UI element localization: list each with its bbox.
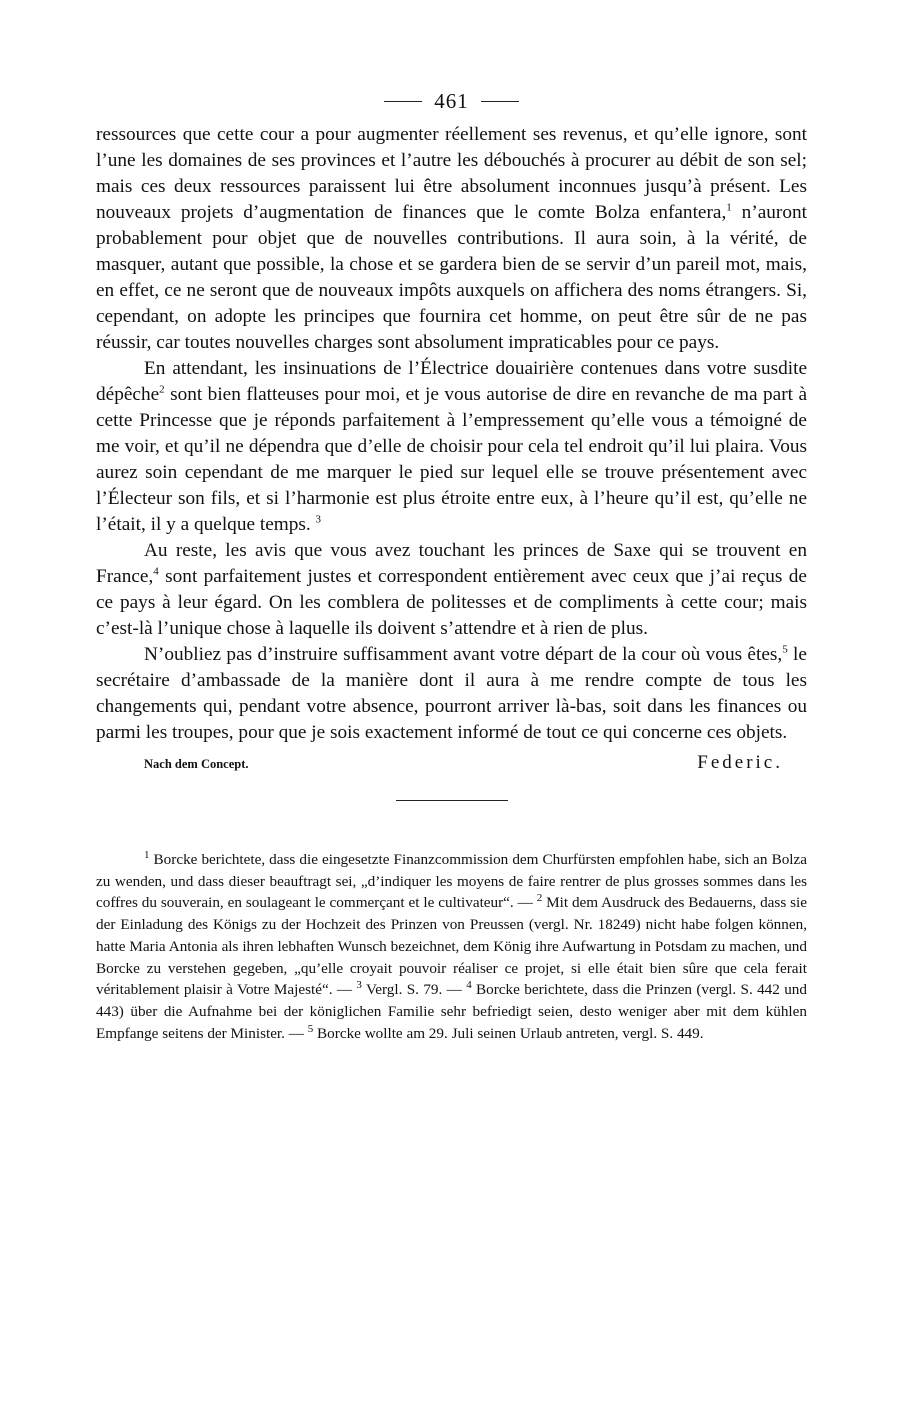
footnote-number-1: 1: [144, 848, 150, 861]
footnote-ref-1: 1: [726, 201, 732, 214]
page-number: 461: [434, 88, 469, 113]
paragraph-3: [96, 538, 807, 642]
footnote-block: [96, 849, 807, 1044]
footnote-number-3: 3: [356, 979, 362, 992]
footnote-text-2: Mit dem Ausdruck des Bedauerns, dass sie der Einladung des Königs zu der Hochzeit des Prinzen von Preussen (vergl. Nr. 18249) nicht habe folgen können, hatte Maria Antonia als ihren lebhaften Wunsch bezeichnet, dem König ihre Aufwartung in Potsdam zu machen, und Borcke zu verstehen gegeben, „qu’elle croyait pouvoir réaliser ce projet, si elle était bien sûre que cela ferait véritablement plaisir à Votre Majesté“. —: [96, 894, 808, 999]
footnote-text-1: Borcke berichtete, dass die eingesetzte Finanzcommission dem Churfürsten empfohlen habe, sich an Bolza zu wenden, und dass dieser beauftragt sei, „d’indiquer les moyens de faire rentrer de plus grosses sommes dans les coffres du souverain, en soulageant le commerçant et le cultivateur“. —: [96, 851, 807, 912]
paragraph-3-text-b: sont parfaitement justes et correspondent entièrement avec ceux que j’ai reçus de ce pays à leur égard. On les comblera de politesses et de compliments à cette cour; mais c’est-là l’unique chose à laquelle ils doivent s’attendre et à rien de plus.: [96, 566, 807, 639]
footnote-divider: [396, 800, 508, 801]
header-rule-left: [384, 101, 422, 102]
paragraph-1-text-b: n’auront probablement pour objet que de nouvelles contributions. Il aura soin, à la vérité, de masquer, autant que possible, la chose et se gardera bien de se servir d’un pareil mot, mais, en effet, ce ne seront que de nouveaux impôts auxquels on affichera des noms étrangers. Si, cependant, on adopte les principes que fournira cet homme, on peut être sûr de ne pas réussir, car toutes nouvelles charges sont absolument impraticables pour ce pays.: [96, 202, 807, 353]
footnote-number-5: 5: [307, 1022, 314, 1035]
footnote-ref-3: 3: [315, 513, 322, 526]
header-rule-right: [481, 101, 519, 102]
paragraph-2-text-b: sont bien flatteuses pour moi, et je vous autorise de dire en revanche de ma part à cette Princesse que je réponds parfaitement à l’empressement qu’elle vous a témoigné de me voir, et qu’il ne dépendra que d’elle de choisir pour cela tel endroit qu’il lui plaira. Vous aurez soin cependant de me marquer le pied sur lequel elle se trouve présentement avec l’Électeur son fils, et si l’harmonie est plus étroite entre eux, à l’heure qu’il est, qu’elle ne l’était, il y a quelque temps.: [96, 384, 807, 535]
page-header: [96, 86, 807, 116]
letter-body: [96, 122, 807, 746]
footnotes: [96, 849, 807, 1044]
source-note: Nach dem Concept.: [144, 757, 249, 771]
paragraph-4-text-b: le secrétaire d’ambassade de la manière dont il aura à me rendre compte de tous les changements qui, pendant votre absence, pourront arriver là-bas, soit dans les finances ou parmi les troupes, pour que je sois exactement informé de tout ce qui concerne ces objets.: [96, 644, 807, 743]
paragraph-1: [96, 122, 807, 356]
paragraph-3-text-a: Au reste, les avis que vous avez touchant les princes de Saxe qui se trouvent en France,: [96, 540, 807, 587]
footnote-ref-2: 2: [159, 383, 165, 396]
footnote-text-4: Borcke berichtete, dass die Prinzen (vergl. S. 442 und 443) über die Aufnahme bei der königlichen Familie sehr befriedigt seien, desto weniger aber mit dem kühlen Empfange seitens der Minister. —: [96, 981, 807, 1042]
paragraph-4: [96, 642, 807, 746]
footnote-number-2: 2: [536, 892, 543, 905]
footnote-ref-5: 5: [782, 643, 788, 656]
footnote-ref-4: 4: [153, 565, 159, 578]
book-page: [96, 86, 807, 1044]
closing-line: [96, 752, 807, 774]
footnote-text-5: Borcke wollte am 29. Juli seinen Urlaub antreten, vergl. S. 449.: [313, 1024, 704, 1042]
paragraph-2-text-a: En attendant, les insinuations de l’Électrice douairière contenues dans votre susdite dépêche: [96, 358, 807, 405]
footnote-text-3: Vergl. S. 79. —: [361, 981, 467, 999]
paragraph-1-text-a: ressources que cette cour a pour augmenter réellement ses revenus, et qu’elle ignore, sont l’une les domaines de ses provinces et l’autre les débouchés à procurer au débit de son sel; mais ces deux ressources paraissent lui être absolument inconnues jusqu’à présent. Les nouveaux projets d’augmentation de finances que le comte Bolza enfantera,: [96, 124, 807, 223]
signature: Federic.: [697, 752, 783, 773]
paragraph-4-text-a: N’oubliez pas d’instruire suffisamment avant votre départ de la cour où vous êtes,: [144, 644, 783, 665]
paragraph-2: [96, 356, 807, 538]
footnote-number-4: 4: [466, 979, 472, 992]
